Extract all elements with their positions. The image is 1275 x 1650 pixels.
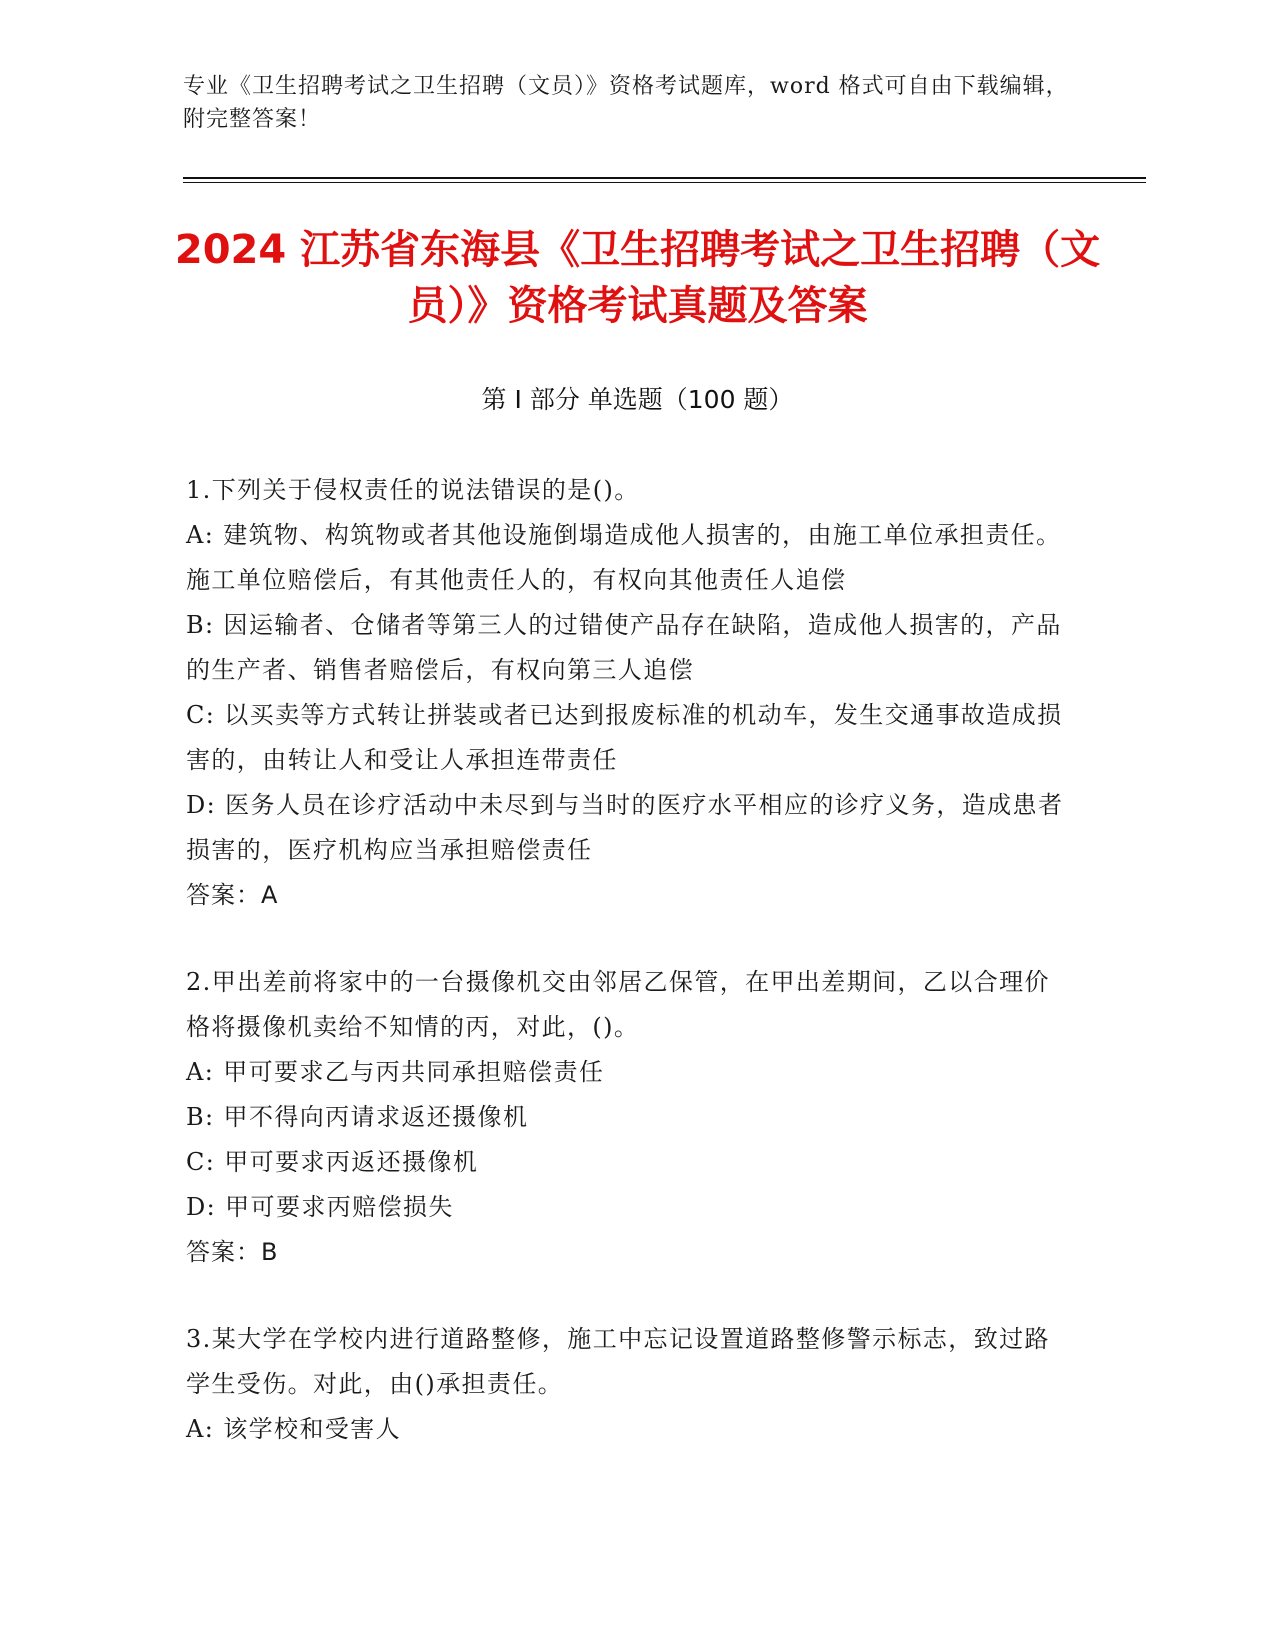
question-stem: 2.甲出差前将家中的一台摄像机交由邻居乙保管，在甲出差期间，乙以合理价格将摄像机卖给不知情的丙，对此，()。: [186, 968, 1050, 1041]
section-title: 第 I 部分 单选题（100 题）: [481, 385, 794, 414]
question-2: [186, 960, 1066, 1275]
question-stem: 3.某大学在学校内进行道路整修，施工中忘记设置道路整修警示标志，致过路学生受伤。对此，由()承担责任。: [186, 1325, 1050, 1398]
answer-label: 答案：B: [186, 1238, 279, 1266]
option-d: D: 医务人员在诊疗活动中未尽到与当时的医疗水平相应的诊疗义务，造成患者损害的，医疗机构应当承担赔偿责任: [186, 791, 1064, 864]
option-b: B: 因运输者、仓储者等第三人的过错使产品存在缺陷，造成他人损害的，产品的生产者、销售者赔偿后，有权向第三人追偿: [186, 611, 1062, 684]
option-c: C: 以买卖等方式转让拼装或者已达到报废标准的机动车，发生交通事故造成损害的，由转让人和受让人承担连带责任: [186, 701, 1063, 774]
option-a: A: 该学校和受害人: [186, 1415, 402, 1443]
question-3: [186, 1317, 1066, 1452]
header-note: 专业《卫生招聘考试之卫生招聘（文员）》资格考试题库，word 格式可自由下载编辑，附完整答案！: [183, 74, 1069, 132]
header-divider-thin: [183, 182, 1146, 183]
option-a: A: 甲可要求乙与丙共同承担赔偿责任: [186, 1058, 605, 1086]
question-stem: 1.下列关于侵权责任的说法错误的是()。: [186, 476, 640, 504]
option-a: A: 建筑物、构筑物或者其他设施倒塌造成他人损害的，由施工单位承担责任。施工单位赔偿后，有其他责任人的，有权向其他责任人追偿: [186, 521, 1062, 594]
option-c: C: 甲可要求丙返还摄像机: [186, 1148, 479, 1176]
header-divider-thick: [183, 177, 1146, 179]
option-b: B: 甲不得向丙请求返还摄像机: [186, 1103, 529, 1131]
document-title: 2024 江苏省东海县《卫生招聘考试之卫生招聘（文员）》资格考试真题及答案: [174, 227, 1101, 329]
question-1: [186, 468, 1066, 918]
answer-label: 答案：A: [186, 881, 279, 909]
question-list: [186, 468, 1066, 1494]
option-d: D: 甲可要求丙赔偿损失: [186, 1193, 454, 1221]
